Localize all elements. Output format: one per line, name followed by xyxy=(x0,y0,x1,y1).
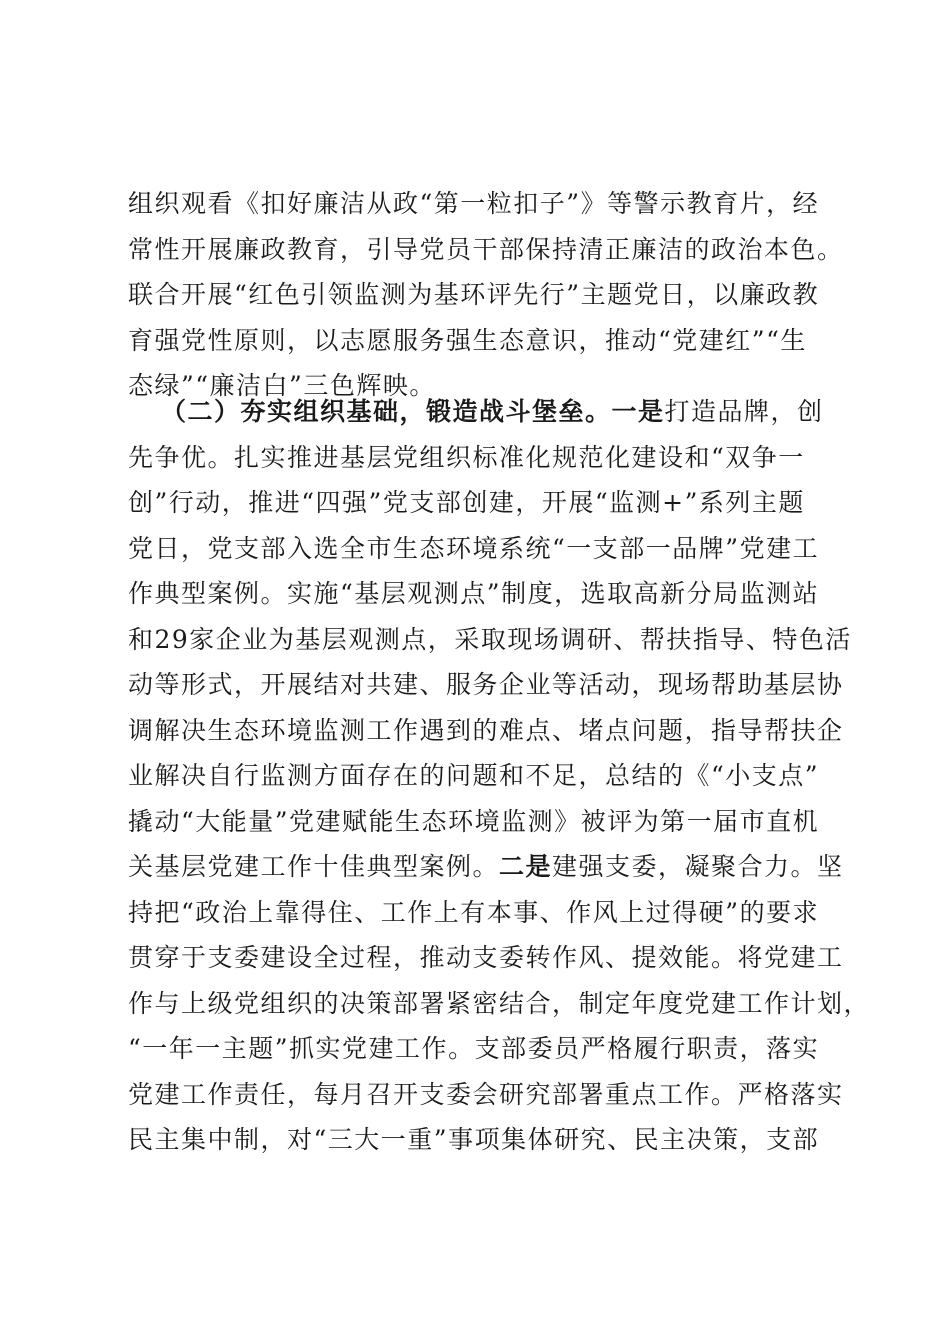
text-line: 态绿”“廉洁白”三色辉映。 xyxy=(128,371,436,400)
text-line: 作典型案例。实施“基层观测点”制度，选取高新分局监测站 xyxy=(128,579,820,608)
text-line: 撬动“大能量”党建赋能生态环境监测》被评为第一届市直机 xyxy=(128,806,820,836)
text-line: 业解决自行监测方面存在的问题和不足，总结的《“小支点” xyxy=(128,761,820,790)
text-line: 动等形式，开展结对共建、服务企业等活动，现场帮助基层协 xyxy=(128,670,844,699)
text-line: 创”行动，推进“四强”党支部创建，开展“监测+”系列主题 xyxy=(128,488,805,517)
text-line: “一年一主题”抓实党建工作。支部委员严格履行职责，落实 xyxy=(128,1034,820,1063)
text-segment: 打造品牌，创 xyxy=(664,397,824,426)
text-line: 党建工作责任，每月召开支委会研究部署重点工作。严格落实 xyxy=(128,1079,844,1109)
text-line: 和29家企业为基层观测点，采取现场调研、帮扶指导、特色活 xyxy=(128,624,852,654)
item-label-2: 二是 xyxy=(499,852,553,881)
text-line: 持把“政治上靠得住、工作上有本事、作风上过得硬”的要求 xyxy=(128,897,820,927)
text-line: 联合开展“红色引领监测为基环评先行”主题党日，以廉政教 xyxy=(128,280,820,309)
text-segment: 建强支委，凝聚合力。坚 xyxy=(552,852,844,881)
text-line: 作与上级党组织的决策部署紧密结合，制定年度党建工作计划， xyxy=(128,988,871,1018)
text-line: 常性开展廉政教育，引导党员干部保持清正廉洁的政治本色。 xyxy=(128,234,844,264)
text-line: 民主集中制，对“三大一重”事项集体研究、民主决策，支部 xyxy=(128,1125,820,1154)
text-line: 贯穿于支委建设全过程，推动支委转作风、提效能。将党建工 xyxy=(128,943,844,972)
item-label-1: 一是 xyxy=(611,397,665,426)
text-line: 党日，党支部入选全市生态环境系统“一支部一品牌”党建工 xyxy=(128,533,820,563)
text-segment: 关基层党建工作十佳典型案例。 xyxy=(128,852,500,881)
paragraph-1 xyxy=(128,181,844,409)
item-2-line xyxy=(128,844,844,890)
text-line: 组织观看《扣好廉洁从政“第一粒扣子”》等警示教育片，经 xyxy=(128,189,820,218)
section-heading: （二）夯实组织基础，锻造战斗堡垒。 xyxy=(161,397,612,426)
paragraph-2 xyxy=(128,389,871,1163)
text-line: 育强党性原则，以志愿服务强生态意识，推动“党建红”“生 xyxy=(128,325,807,355)
text-line: 先争优。扎实推进基层党组织标准化规范化建设和“双争一 xyxy=(128,442,805,472)
text-line: 调解决生态环境监测工作遇到的难点、堵点问题，指导帮扶企 xyxy=(128,715,844,745)
section-heading-line xyxy=(128,389,833,435)
